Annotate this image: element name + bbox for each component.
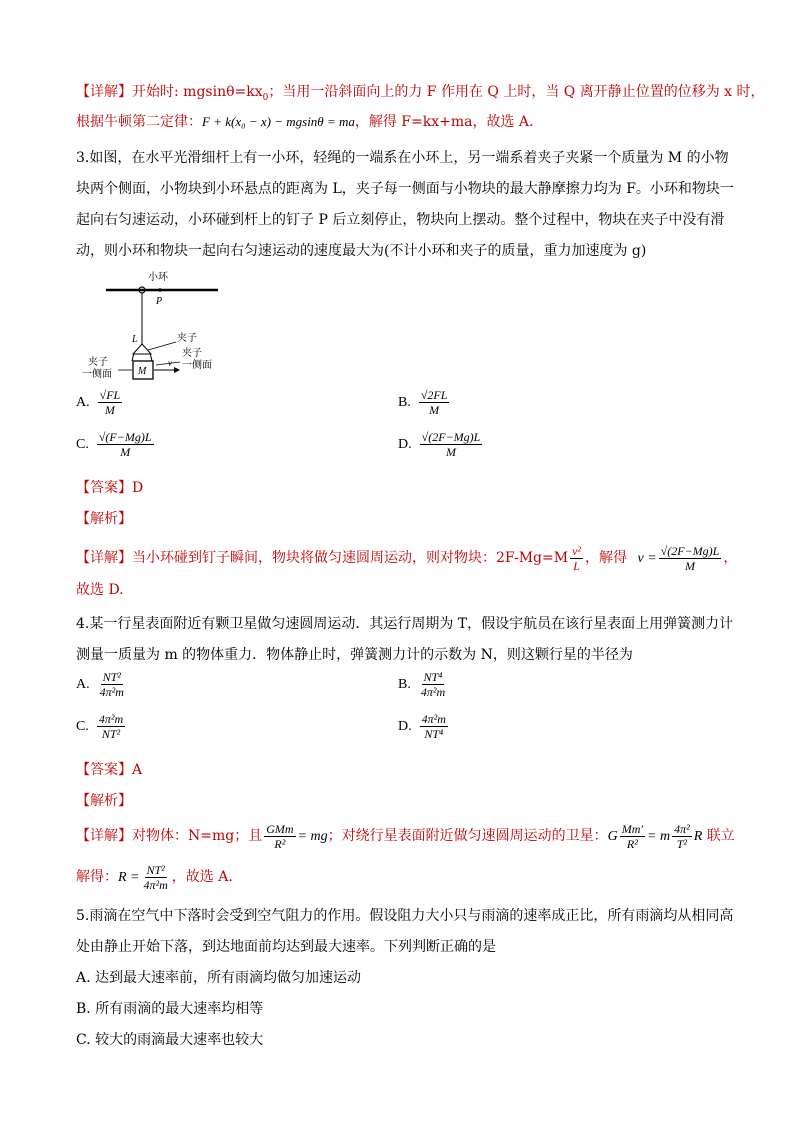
option-label: C. (76, 436, 89, 452)
fig-p-label: P (156, 296, 163, 307)
q3-stem-line-3: 起向右匀速运动，小环碰到杆上的钉子 P 后立刻停止，物块向上摆动。整个过程中，物块在夹子中没有滑 (76, 212, 725, 228)
fig-clip-left-label: 夹子 (88, 357, 108, 368)
option-label: C. (76, 718, 89, 734)
fig-side-left-label: 一侧面 (82, 369, 112, 380)
fig-l-label: L (132, 334, 138, 345)
q4-analysis: 【解析】 (76, 793, 132, 809)
q2-detail-text-4: ，解得 F=kx+ma，故选 A. (354, 114, 534, 130)
q3-option-b: B. $\frac{√2FL}{M}$ (398, 388, 448, 417)
q4-detail-text-1: 对物体：N=mg；且 (132, 828, 263, 844)
detail-tag: 【详解】 (76, 828, 132, 844)
q3-detail-text-2: ，解得 (585, 550, 628, 566)
q4-detail-text-5: ，故选 A. (171, 869, 233, 885)
q2-detail-line-2 (76, 112, 534, 132)
option-label: B. (398, 676, 411, 692)
q4-option-c: C. $\frac{\text{4π²m}}{\text{NT²}}$ (76, 712, 124, 741)
q2-detail-line-1: 【详解】开始时: $mgsin\theta=kx_0$；当用一沿斜面向上的力 F 作用在 Q 上时，当 Q 离开静止位置的位移为 x 时， (76, 84, 765, 103)
q2-detail-text-1: 开始时: mgsinθ=kx (132, 84, 263, 100)
option-label: A. (76, 676, 90, 692)
q4-option-a: A. $\frac{\text{NT²}}{\text{4π²m}}$ (76, 670, 124, 699)
q4-stem-line-2: 测量一质量为 m 的物体重力．物体静止时，弹簧测力计的示数为 N，则这颗行星的半径为 (76, 647, 633, 663)
option-label: B. (398, 394, 411, 410)
q3-option-a: A. $\frac{√FL}{M}$ (76, 388, 121, 417)
q5-option-a: A. 达到最大速率前，所有雨滴均做匀加速运动 (76, 970, 362, 986)
q3-stem-line-2: 块两个侧面，小物块到小环悬点的距离为 L，夹子每一侧面与小物块的最大静摩擦力均为 F。小环和物块一 (76, 181, 734, 197)
q4-stem-line-1: 4.某一行星表面附近有颗卫星做匀速圆周运动．其运行周期为 T，假设宇航员在该行星表面上用弹簧测力计 (76, 616, 734, 632)
q3-detail-v: v = (637, 551, 657, 566)
q3-option-c: C. $\frac{√(F-Mg)L}{M}$ (76, 430, 152, 459)
fig-ring-label: 小环 (148, 272, 168, 283)
q5-stem-line-1: 5.雨滴在空气中下落时会受到空气阻力的作用。假设阻力大小只与雨滴的速率成正比，所有雨滴均从相同高 (76, 908, 734, 924)
q4-answer: 【答案】A (76, 762, 143, 778)
q2-equation: F + k(x₀ − x) − mgsinθ = ma (202, 114, 355, 129)
q5-option-c: C. 较大的雨滴最大速率也较大 (76, 1032, 264, 1048)
q3-detail-text-1: 当小环碰到钉子瞬间，物块将做匀速圆周运动，则对物块：2F-Mg=M (132, 550, 569, 566)
option-label: A. (76, 394, 90, 410)
q4-detail-line-1: 【详解】对物体：N=mg；且 $\frac{\text{GMm}}{\text{R²}}$ = mg；对绕行星表面附近做匀速圆周运动的卫星：G $\frac{Mm'}{\text{R²}}$ = m $\frac{\text{4π²}}{\text{T²}}$ R 联立 (76, 821, 735, 851)
q4-detail-text-3: 联立 (706, 828, 735, 844)
q5-option-b: B. 所有雨滴的最大速率均相等 (76, 1001, 264, 1017)
fig-side-right-label: 一侧面 (182, 360, 212, 371)
detail-tag: 【详解】 (76, 550, 132, 566)
q4-detail-line-2: 解得：R = $\frac{\text{NT²}}{\text{4π²m}}$ ，故选 A. (76, 862, 233, 892)
option-label: D. (398, 436, 412, 452)
q4-detail-text-2: ；对绕行星表面附近做匀速圆周运动的卫星： (327, 828, 608, 844)
q4-detail-text-4: 解得： (76, 869, 118, 885)
q4-option-b: B. $\frac{\text{NT⁴}}{\text{4π²m}}$ (398, 670, 446, 699)
q2-detail-text-2: ；当用一沿斜面向上的力 F 作用在 Q 上时，当 Q 离开静止位置的位移为 x 时， (268, 84, 765, 100)
fig-clip-label: 夹子 (177, 333, 197, 344)
q4-option-d: D. $\frac{\text{4π²m}}{\text{NT⁴}}$ (398, 712, 446, 741)
fig-clip-right-label: 夹子 (182, 348, 202, 359)
q3-answer: 【答案】D (76, 480, 144, 496)
q5-stem-line-2: 处由静止开始下落，到达地面前均达到最大速率。下列判断正确的是 (76, 939, 496, 955)
fig-v-label: v (168, 358, 172, 368)
q3-detail-end: 故选 D. (76, 582, 124, 598)
q3-detail-line-1: 【详解】当小环碰到钉子瞬间，物块将做匀速圆周运动，则对物块：2F-Mg=M $\frac{\text{v²}}{L}$ ，解得 v = $\frac{√(2F-Mg)L}{M}$ ， (76, 543, 738, 573)
q2-detail-text-3: 根据牛顿第二定律： (76, 114, 202, 130)
q3-pendulum-figure (76, 262, 226, 387)
detail-tag: 【详解】 (76, 84, 132, 100)
q3-stem-line-4: 动，则小环和物块一起向右匀速运动的速度最大为(不计小环和夹子的质量，重力加速度为 g) (76, 243, 647, 259)
q3-analysis: 【解析】 (76, 511, 132, 527)
fig-m-label: M (138, 366, 147, 377)
q3-option-d: D. $\frac{√(2F-Mg)L}{M}$ (398, 430, 481, 459)
q3-stem-line-1: 3.如图，在水平光滑细杆上有一小环，轻绳的一端系在小环上，另一端系着夹子夹紧一个质量为 M 的小物 (76, 150, 729, 166)
option-label: D. (398, 718, 412, 734)
